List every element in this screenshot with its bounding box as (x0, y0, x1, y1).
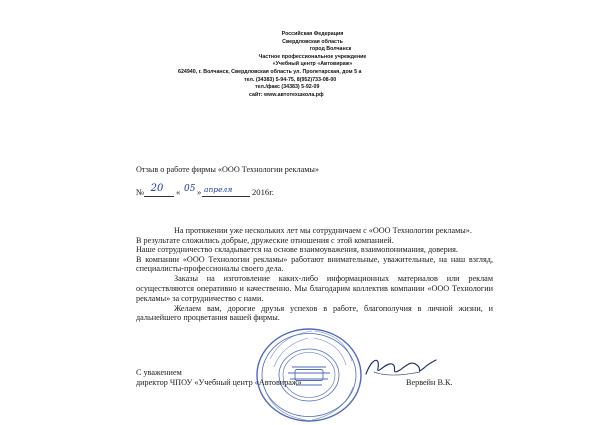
handwritten-number: 20 (150, 183, 164, 194)
number-underline (144, 196, 174, 197)
date-quote-open: « (176, 187, 181, 197)
letter-body (136, 226, 493, 323)
signature-line (136, 378, 496, 388)
reference-number-line (136, 185, 336, 199)
letterhead-country: Российская Федерация (281, 31, 344, 37)
signer-position: директор ЧПОУ «Учебный центр «Автовираж» (136, 378, 302, 387)
letterhead-website: сайт: www.автотехшкола.рф (249, 91, 324, 98)
letterhead-institution-type: Частное профессиональное учреждение (258, 53, 367, 60)
signer-name: Вервейн В.К. (406, 378, 453, 387)
letterhead-region: Свердловская область (282, 38, 343, 45)
letterhead-institution-name: «Учебный центр «Автовираж» (272, 61, 353, 68)
handwritten-day: 05 (184, 184, 196, 194)
letterhead (178, 31, 425, 99)
month-underline (202, 196, 250, 197)
letterhead-fax: тел./факс (34383) 5-92-09 (255, 84, 320, 91)
body-paragraph-3: Заказы на изготовление каких-либо информационных материалов или реклам осуществляются оперативно и качественно. Мы благодарим коллектив компании «ООО Технологии рекламы» за сотрудничество с нами. (136, 274, 493, 303)
letterhead-city: город Волчанск (309, 46, 352, 53)
number-sign: № (136, 187, 145, 197)
letterhead-phones: тел. (34383) 5-94-75, 8(952)733-08-00 (244, 76, 337, 83)
body-paragraph-1-line-3: Наше сотрудничество складывается на основе взаимоуважения, взаимопонимания, доверия. (136, 245, 458, 255)
body-paragraph-1-line-1: На протяжении уже нескольких лет мы сотрудничаем с «ООО Технологии рекламы». (174, 226, 472, 235)
letterhead-address: 624940, г. Волчанск, Свердловская область ул. Пролетарская, дом 5 а (178, 68, 362, 75)
closing-regards: С уважением (136, 368, 182, 377)
body-paragraph-2: В компании «ООО Технологии рекламы» работают внимательные, уважительные, на наш взгляд, специалисты-профессионалы своего дела. (136, 254, 493, 274)
handwritten-month: апреля (204, 185, 233, 194)
date-quote-close: » (197, 187, 202, 197)
body-paragraph-4: Желаем вам, дорогие друзья успехов в работе, благополучия в личной жизни, и дальнейшего процветания вашей фирмы. (136, 303, 493, 323)
letter-closing (136, 368, 496, 388)
body-paragraph-1-line-2: В результате сложились добрые, дружеские отношения с этой компанией. (136, 235, 394, 245)
date-year: 2016г. (252, 187, 274, 197)
letter-subject: Отзыв о работе фирмы «ООО Технологии рекламы» (136, 165, 320, 174)
